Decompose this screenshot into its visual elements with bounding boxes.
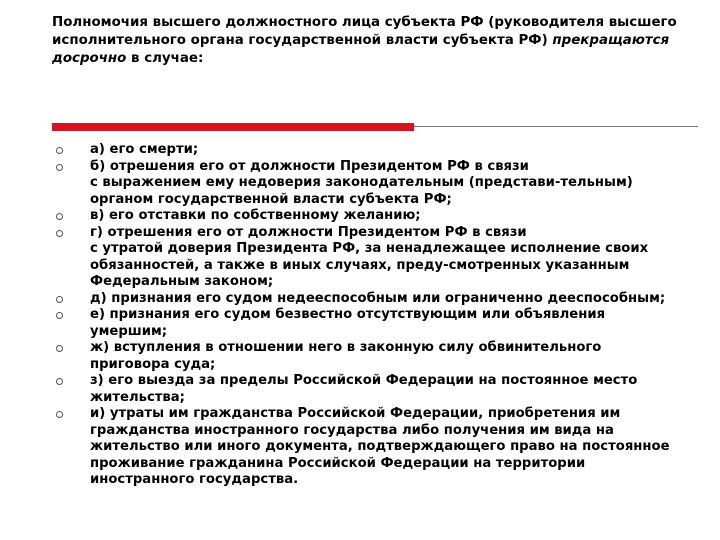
list-item [0, 291, 720, 308]
list-item-text: е) признания его судом безвестно отсутствующим или объявления умершим; [90, 307, 606, 339]
list-item [0, 340, 720, 373]
list-item-text: б) отрешения его от должности Президентом РФ в связи с выражением ему недоверия законодательным (представи-тельным) органом государственной власти субъекта РФ; [90, 158, 633, 207]
list-item-text: и) утраты им гражданства Российской Федерации, приобретения им гражданства иностранного государства либо получения им вида на жительство или иного документа, подтверждающего право на постоянное проживание гражданина Российской Федерации на территории иностранного государства. [90, 406, 670, 487]
list-item-text: в) его отставки по собственному желанию; [90, 208, 421, 223]
list-item [0, 406, 720, 489]
list-item-text: з) его выезда за пределы Российской Федерации на постоянное место жительства; [90, 373, 638, 405]
hollow-circle-bullet-icon [56, 147, 63, 154]
hollow-circle-bullet-icon [56, 296, 63, 303]
list-item [0, 307, 720, 340]
list-item-text: а) его смерти; [90, 142, 199, 157]
list-item [0, 142, 720, 159]
list-item [0, 159, 720, 209]
hollow-circle-bullet-icon [56, 411, 63, 418]
list-item [0, 225, 720, 291]
hollow-circle-bullet-icon [56, 312, 63, 319]
heading-text: Полномочия высшего должностного лица субъекта РФ (руководителя высшего исполнительного органа государственной власти субъекта РФ) [52, 15, 677, 48]
list-item [0, 373, 720, 406]
hollow-circle-bullet-icon [56, 378, 63, 385]
slide-heading [52, 14, 692, 68]
list-item-text: г) отрешения его от должности Президентом РФ в связи с утратой доверия Президента РФ, за ненадлежащее исполнение своих обязанностей, а также в иных случаях, преду-смотренных указанным Федеральным законом; [90, 224, 649, 289]
divider-accent-bar [52, 123, 414, 131]
list-item-text: д) признания его судом недееспособным или ограниченно дееспособным; [90, 290, 666, 306]
hollow-circle-bullet-icon [56, 164, 63, 171]
hollow-circle-bullet-icon [56, 213, 63, 220]
hollow-circle-bullet-icon [56, 345, 63, 352]
cases-list [0, 142, 720, 489]
list-item [0, 208, 720, 225]
heading-emphasis: прекращаются досрочно [52, 33, 670, 66]
list-item-text: ж) вступления в отношении него в законную силу обвинительного приговора суда; [90, 340, 602, 372]
hollow-circle-bullet-icon [56, 230, 63, 237]
heading-tail: в случае: [126, 51, 204, 66]
